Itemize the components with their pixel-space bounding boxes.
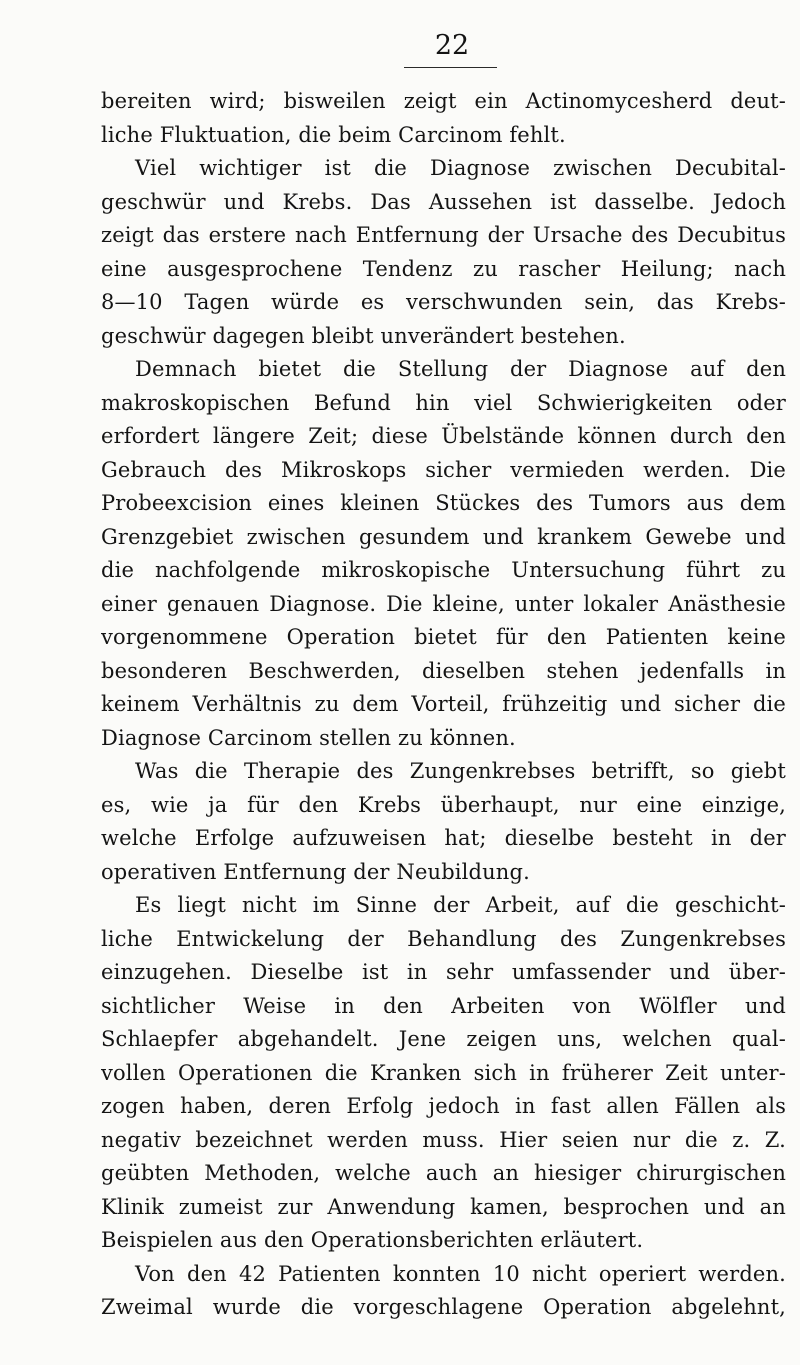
text-line: Von den 42 Patienten konnten 10 nicht operiert werden. — [135, 1261, 786, 1286]
text-line: zeigt das erstere nach Entfernung der Ursache des Decubitus — [101, 223, 786, 247]
text-line: makroskopischen Befund hin viel Schwierigkeiten oder — [101, 390, 786, 415]
text-line: Was die Therapie des Zungenkrebses betrifft, so giebt — [135, 759, 786, 783]
header-rule — [404, 67, 497, 68]
page-number: 22 — [434, 30, 470, 61]
text-line: keinem Verhältnis zu dem Vorteil, frühzeitig und sicher die — [101, 692, 786, 716]
text-line: Schlaepfer abgehandelt. Jene zeigen uns, welchen qual- — [101, 1027, 786, 1051]
text-line: Zweimal wurde die vorgeschlagene Operation abgelehnt, — [101, 1295, 786, 1319]
text-line: Viel wichtiger ist die Diagnose zwischen Decubital- — [135, 156, 786, 180]
text-line: zogen haben, deren Erfolg jedoch in fast allen Fällen als — [101, 1094, 786, 1118]
text-line: vollen Operationen die Kranken sich in früherer Zeit unter- — [101, 1060, 786, 1085]
text-line: operativen Entfernung der Neubildung. — [101, 859, 530, 884]
page-header — [0, 30, 800, 70]
text-line: geschwür dagegen bleibt unverändert bestehen. — [101, 323, 626, 348]
text-line: vorgenommene Operation bietet für den Patienten keine — [101, 625, 786, 649]
text-line: geschwür und Krebs. Das Aussehen ist dasselbe. Jedoch — [101, 189, 786, 214]
text-line: Beispielen aus den Operationsberichten erläutert. — [101, 1228, 644, 1252]
text-line: einer genauen Diagnose. Die kleine, unter lokaler Anästhesie — [101, 591, 786, 616]
text-line: erfordert längere Zeit; diese Übelstände können durch den — [101, 424, 786, 448]
text-line: liche Entwickelung der Behandlung des Zungenkrebses — [101, 926, 786, 951]
text-line: es, wie ja für den Krebs überhaupt, nur eine einzige, — [101, 792, 786, 817]
text-line: Probeexcision eines kleinen Stückes des Tumors aus dem — [101, 491, 786, 515]
text-line: geübten Methoden, welche auch an hiesiger chirurgischen — [101, 1161, 786, 1185]
text-line: negativ bezeichnet werden muss. Hier seien nur die z. Z. — [101, 1127, 786, 1152]
text-line: besonderen Beschwerden, dieselben stehen jedenfalls in — [101, 658, 786, 683]
text-line: Gebrauch des Mikroskops sicher vermieden werden. Die — [101, 457, 786, 482]
text-line: Diagnose Carcinom stellen zu können. — [101, 725, 516, 750]
text-line: sichtlicher Weise in den Arbeiten von Wölfler und — [101, 993, 786, 1018]
text-line: Es liegt nicht im Sinne der Arbeit, auf die geschicht- — [135, 893, 786, 917]
text-line: einzugehen. Dieselbe ist in sehr umfassender und über- — [101, 960, 786, 984]
text-line: Klinik zumeist zur Anwendung kamen, besprochen und an — [101, 1194, 786, 1219]
text-line: liche Fluktuation, die beim Carcinom fehlt. — [101, 122, 566, 147]
body-text — [101, 85, 786, 1325]
text-line: Demnach bietet die Stellung der Diagnose auf den — [135, 357, 786, 381]
text-line: bereiten wird; bisweilen zeigt ein Actinomycesherd deut- — [101, 89, 786, 113]
text-line: eine ausgesprochene Tendenz zu rascher Heilung; nach — [101, 256, 786, 281]
text-line: welche Erfolge aufzuweisen hat; dieselbe besteht in der — [101, 826, 786, 850]
text-line: Grenzgebiet zwischen gesundem und krankem Gewebe und — [101, 524, 786, 549]
text-line: 8—10 Tagen würde es verschwunden sein, das Krebs- — [101, 290, 786, 314]
text-line: die nachfolgende mikroskopische Untersuchung führt zu — [101, 558, 786, 582]
